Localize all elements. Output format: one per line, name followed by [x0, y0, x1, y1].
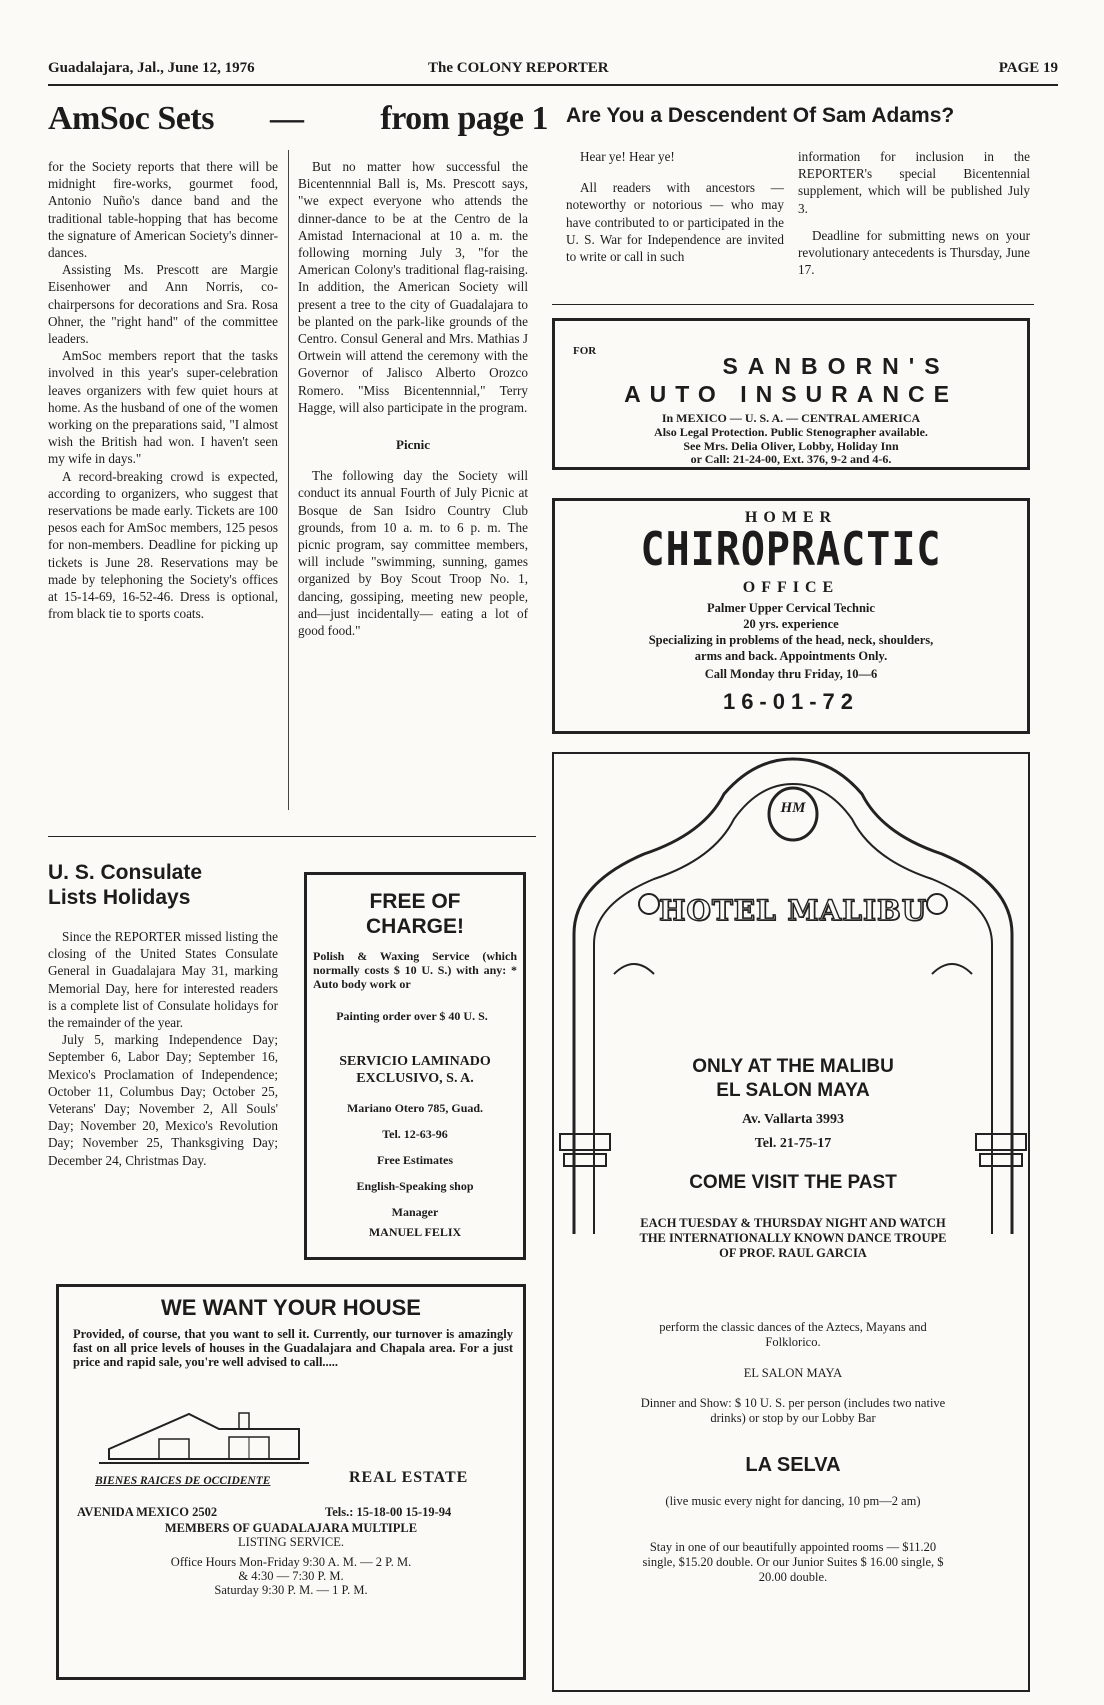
newspaper-name: The COLONY REPORTER: [428, 60, 609, 76]
descendant-para: Hear ye! Hear ye!: [580, 149, 675, 164]
amsoc-para: A record-breaking crowd is expected, according to organizers, who suggest that reservations be made early. Tickets are 100 pesos each for AmSoc members, 125 pesos for non-members. Deadline for picking up tickets is June 28. Reservations may be made by telephoning the Society's offices at 15-14-69, 16-52-46. Dress is optional, from black tie to sports coats.: [48, 468, 278, 622]
amsoc-column-2: [298, 158, 528, 639]
consulate-headline-2: Lists Holidays: [48, 886, 191, 909]
malibu-salon-maya: EL SALON MAYA: [716, 1080, 870, 1101]
descendant-column-2: [798, 148, 1030, 278]
amsoc-headline-dash: —: [270, 100, 304, 137]
sanborns-regions: In MEXICO — U. S. A. — CENTRAL AMERICA: [661, 411, 921, 425]
consulate-para: Since the REPORTER missed listing the closing of the United States Consulate General in Guadalajara May 31, marking Memorial Day, here for interested readers is a complete list of Consulate holidays for the remainder of the year.: [48, 929, 278, 1031]
story-divider: [48, 836, 536, 837]
homer-technic: Palmer Upper Cervical Technic: [707, 601, 875, 615]
malibu-tel: Tel. 21-75-17: [754, 1136, 832, 1151]
amsoc-headline-left: AmSoc Sets: [48, 100, 214, 137]
malibu-la-selva: LA SELVA: [745, 1454, 841, 1476]
amsoc-headline: [48, 100, 548, 144]
free-manager-label: Manager: [391, 1205, 439, 1219]
house-real-estate: REAL ESTATE: [349, 1469, 469, 1486]
house-logo: BIENES RAICES DE OCCIDENTE: [95, 1475, 271, 1487]
house-hours-3: Saturday 9:30 P. M. — 1 P. M.: [214, 1583, 368, 1597]
free-address: Mariano Otero 785, Guad.: [346, 1101, 484, 1115]
descendant-para: information for inclusion in the REPORTER's special Bicentennial supplement, which will be published July 3.: [798, 149, 1030, 216]
malibu-live-music: (live music every night for dancing, 10 pm—2 am): [665, 1494, 921, 1508]
malibu-each-night: EACH TUESDAY & THURSDAY NIGHT AND WATCH THE INTERNATIONALLY KNOWN DANCE TROUPE OF PROF. RAUL GARCIA: [639, 1216, 947, 1260]
amsoc-column-1: [48, 158, 278, 622]
free-offer: Polish & Waxing Service (which normally costs $ 10 U. S.) with any: * Auto body work or: [313, 949, 517, 991]
free-manager-name: MANUEL FELIX: [368, 1225, 462, 1239]
homer-specialty: Specializing in problems of the head, neck, shoulders,: [648, 633, 934, 647]
malibu-rooms: Stay in one of our beautifully appointed rooms — $11.20 single, $15.20 double. Or our Junior Suites $ 16.00 single, $ 20.00 double.: [642, 1540, 944, 1584]
malibu-hotel-name: HOTEL MALIBU: [658, 894, 928, 927]
house-members: MEMBERS OF GUADALAJARA MULTIPLE: [164, 1521, 418, 1535]
free-tel: Tel. 12-63-96: [382, 1127, 448, 1141]
malibu-monogram: HM: [780, 800, 806, 816]
malibu-salon-maya-2: EL SALON MAYA: [743, 1366, 843, 1380]
homer-phone: 16-01-72: [722, 689, 860, 714]
homer-chiropractic-ad: [552, 498, 1030, 734]
column-divider: [288, 150, 289, 810]
page-header: [48, 56, 1058, 86]
free-title-1: FREE OF: [369, 890, 461, 913]
amsoc-para: The following day the Society will conduct its annual Fourth of July Picnic at Bosque de San Isidro Country Club grounds, from 10 a. m. to 6 p. m. The picnic program, say committee members, will include "swimming, sunning, games organized by Boy Scout Troop No. 1, dancing, gossiping, meeting new people, and—just incidentally— eating a lot of good food.": [298, 468, 528, 639]
descendant-headline: Are You a Descendent Of Sam Adams?: [566, 104, 955, 127]
amsoc-para: Assisting Ms. Prescott are Margie Eisenhower and Ann Norris, co-chairpersons for decorations and Sra. Rosa Ohner, the "right hand" of the committee leaders.: [48, 262, 278, 347]
amsoc-para: AmSoc members report that the tasks involved in this year's super-celebration leaves organizers with few quiet hours at home. As the husband of one of the women working on the preparations said, "I almost wish the British had won. I haven't seen my wife in days.": [48, 348, 278, 467]
amsoc-headline-right: from page 1: [380, 100, 548, 137]
homer-name: HOMER: [744, 509, 838, 526]
malibu-come-visit: COME VISIT THE PAST: [689, 1172, 897, 1193]
real-estate-ad: [56, 1284, 526, 1680]
descendant-column-1: [566, 148, 784, 265]
consulate-body: [48, 928, 278, 1169]
homer-experience: 20 yrs. experience: [743, 617, 839, 631]
malibu-only: ONLY AT THE MALIBU: [692, 1056, 894, 1077]
house-body: Provided, of course, that you want to sell it. Currently, our turnover is amazingly fast on all price levels of houses in the Guadalajara and Chapala area. For a just price and rapid sale, you're well advised to call.....: [73, 1327, 513, 1369]
story-divider: [552, 304, 1034, 305]
sanborns-name: SANBORN'S: [722, 353, 950, 379]
malibu-dinner: Dinner and Show: $ 10 U. S. per person (includes two native drinks) or stop by our Lobby Bar: [640, 1396, 946, 1425]
sanborns-services: Also Legal Protection. Public Stenographer available.: [654, 425, 928, 439]
free-title: [307, 889, 523, 939]
house-address: AVENIDA MEXICO 2502: [77, 1505, 218, 1519]
free-estimates: Free Estimates: [376, 1153, 454, 1167]
descendant-para: Deadline for submitting news on your revolutionary antecedents is Thursday, June 17.: [798, 227, 1030, 278]
house-hours-2: & 4:30 — 7:30 P. M.: [238, 1569, 344, 1583]
amsoc-para: for the Society reports that there will be midnight fire-works, gourmet food, Antonio Nuño's dance band and the traditional table-hopping that has become the signature of American Society's dinner-dances.: [48, 159, 278, 261]
dateline: Guadalajara, Jal., June 12, 1976: [48, 60, 255, 76]
page-number: PAGE 19: [998, 60, 1058, 76]
consulate-para: July 5, marking Independence Day; September 6, Labor Day; September 16, Mexico's Proclamation of Independence; October 11, Columbus Day; October 25, Veterans' Day; November 2, All Souls' Day; November 20, Mexico's Revolution Day; November 25, Thanksgiving Day; December 24, Christmas Day.: [48, 1032, 278, 1168]
free-of-charge-ad: [304, 872, 526, 1260]
consulate-headline: [48, 860, 288, 910]
amsoc-para: But no matter how successful the Bicentennnial Ball is, Ms. Prescott says, "we expect everyone who attends the dinner-dance to be at the Centro de la Amistad Internacional at 10 a. m. the following morning July 3, "for the American Colony's traditional flag-raising. In addition, the American Society will present a tree to the city of Guadalajara to be planted on the park-like grounds of the Centro. Consul General and Mrs. Mathias J Ortwein will attend the ceremony with the Governor of Jalisco Alberto Orozco Romero. "Miss Bicentennnial," Terry Hagge, will also participate in the program.: [298, 159, 528, 415]
house-tels: Tels.: 15-18-00 15-19-94: [325, 1505, 452, 1519]
sanborns-phone: or Call: 21-24-00, Ext. 376, 9-2 and 4-6.: [690, 452, 892, 466]
homer-hours: Call Monday thru Friday, 10—6: [704, 667, 878, 681]
malibu-address: Av. Vallarta 3993: [741, 1112, 845, 1127]
sanborns-ad: [552, 318, 1030, 470]
consulate-headline-1: U. S. Consulate: [48, 861, 203, 884]
amsoc-subhead: Picnic: [396, 437, 430, 453]
homer-title: CHIROPRACTIC: [640, 523, 942, 577]
homer-appointments: arms and back. Appointments Only.: [694, 649, 888, 663]
homer-office: OFFICE: [742, 579, 840, 596]
free-title-2: CHARGE!: [366, 915, 464, 938]
free-painting: Painting order over $ 40 U. S.: [336, 1009, 488, 1023]
malibu-perform: perform the classic dances of the Aztecs, Mayans and Folklorico.: [659, 1320, 927, 1349]
house-hours-1: Office Hours Mon-Friday 9:30 A. M. — 2 P. M.: [170, 1555, 412, 1569]
sanborns-product: AUTO INSURANCE: [624, 381, 958, 407]
house-listing: LISTING SERVICE.: [238, 1535, 344, 1549]
descendant-para: All readers with ancestors — noteworthy or notorious — who may have contributed to or participated in the U. S. War for Independence are invited to write or call in such: [566, 180, 784, 265]
sanborns-for: FOR: [573, 345, 597, 357]
house-headline: WE WANT YOUR HOUSE: [161, 1295, 421, 1320]
hotel-malibu-ad: [552, 752, 1030, 1692]
free-company: SERVICIO LAMINADO EXCLUSIVO, S. A.: [339, 1054, 491, 1086]
sanborns-contact: See Mrs. Delia Oliver, Lobby, Holiday Inn: [683, 439, 899, 453]
free-english: English-Speaking shop: [356, 1179, 474, 1193]
